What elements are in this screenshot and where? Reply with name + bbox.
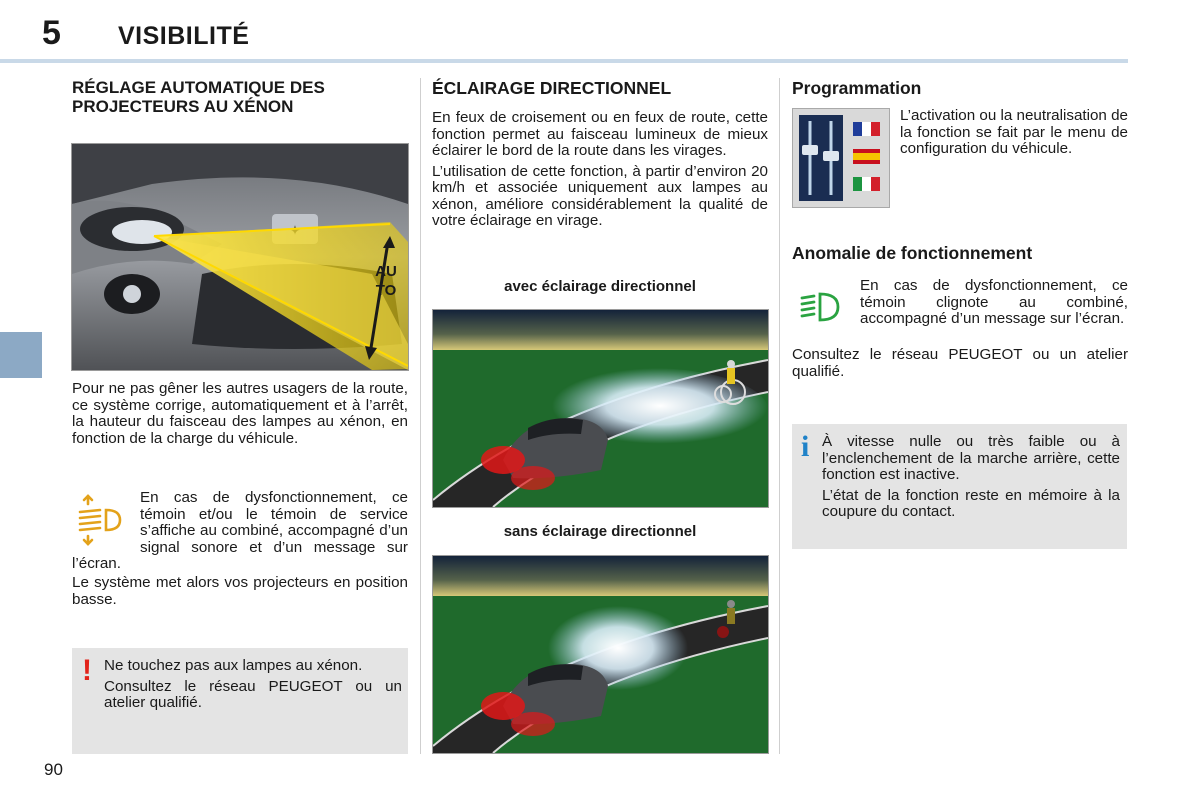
directional-description xyxy=(432,110,768,234)
section-title-line: PROJECTEURS AU XÉNON xyxy=(72,97,294,116)
header-rule xyxy=(0,59,1128,63)
configuration-menu-illustration xyxy=(792,108,890,208)
illustration-without-directional xyxy=(432,555,769,754)
info-line: À vitesse nulle ou très faible ou à l’enclenchement de la marche arrière, cette fonction est inactive. xyxy=(822,433,1120,483)
anomaly-text: En cas de dysfonctionnement, ce témoin clignote au combiné, accompagné d’un message sur l’écran. xyxy=(860,277,1128,327)
chapter-number: 5 xyxy=(42,14,61,52)
info-line: L’état de la fonction reste en mémoire à la coupure du contact. xyxy=(822,486,1120,520)
headlamp-photo xyxy=(71,143,409,371)
column-divider xyxy=(420,78,421,754)
programming-text: L’activation ou la neutralisation de la fonction se fait par le menu de configuration du véhicule. xyxy=(900,107,1128,157)
icon-spacer xyxy=(72,490,140,556)
column-divider xyxy=(779,78,780,754)
section-title-line: RÉGLAGE AUTOMATIQUE DES xyxy=(72,78,325,97)
section-title-xenon xyxy=(72,78,412,116)
caption-without-directional: sans éclairage directionnel xyxy=(503,523,697,540)
chapter-side-tab xyxy=(0,332,42,378)
programming-title: Programmation xyxy=(792,78,922,98)
directional-para: L’utilisation de cette fonction, à partir d’environ 20 km/h et associée uniquement aux lampes au xénon, améliore considérablement la qualité de votre éclairage en virage. xyxy=(432,162,768,229)
anomaly-title: Anomalie de fonctionnement xyxy=(792,243,1033,263)
chapter-title: VISIBILITÉ xyxy=(118,22,250,50)
xenon-warning-text xyxy=(72,490,408,573)
caution-note xyxy=(72,648,408,754)
directional-headlamp-warning-icon xyxy=(798,290,844,324)
xenon-warning-followup: Le système met alors vos projecteurs en position basse. xyxy=(72,574,408,608)
auto-badge: AUTO xyxy=(375,263,397,299)
xenon-warning-body: En cas de dysfonctionnement, ce témoin et/ou le témoin de service s’affiche au combiné, accompagné d’un signal sonore et d’un message sur l’écran. xyxy=(72,489,408,572)
info-text xyxy=(822,434,1120,525)
illustration-with-directional xyxy=(432,309,769,508)
anomaly-followup: Consultez le réseau PEUGEOT ou un atelier qualifié. xyxy=(792,346,1128,380)
caution-line: Consultez le réseau PEUGEOT ou un atelier qualifié. xyxy=(104,677,402,711)
caution-text xyxy=(104,658,402,716)
xenon-description: Pour ne pas gêner les autres usagers de la route, ce système corrige, automatiquement et à l’arrêt, la hauteur du faisceau des lampes au xénon, en fonction de la charge du véhicule. xyxy=(72,380,408,447)
caution-line: Ne touchez pas aux lampes au xénon. xyxy=(104,657,363,674)
caption-with-directional: avec éclairage directionnel xyxy=(504,278,696,295)
exclamation-icon: ! xyxy=(82,654,92,687)
page-number: 90 xyxy=(44,760,63,779)
info-note xyxy=(792,424,1127,549)
directional-para: En feux de croisement ou en feux de route, cette fonction permet au faisceau lumineux de mieux éclairer le bord de la route dans les virages. xyxy=(432,109,768,159)
section-title-directional: ÉCLAIRAGE DIRECTIONNEL xyxy=(432,78,672,98)
info-icon: i xyxy=(801,430,810,463)
